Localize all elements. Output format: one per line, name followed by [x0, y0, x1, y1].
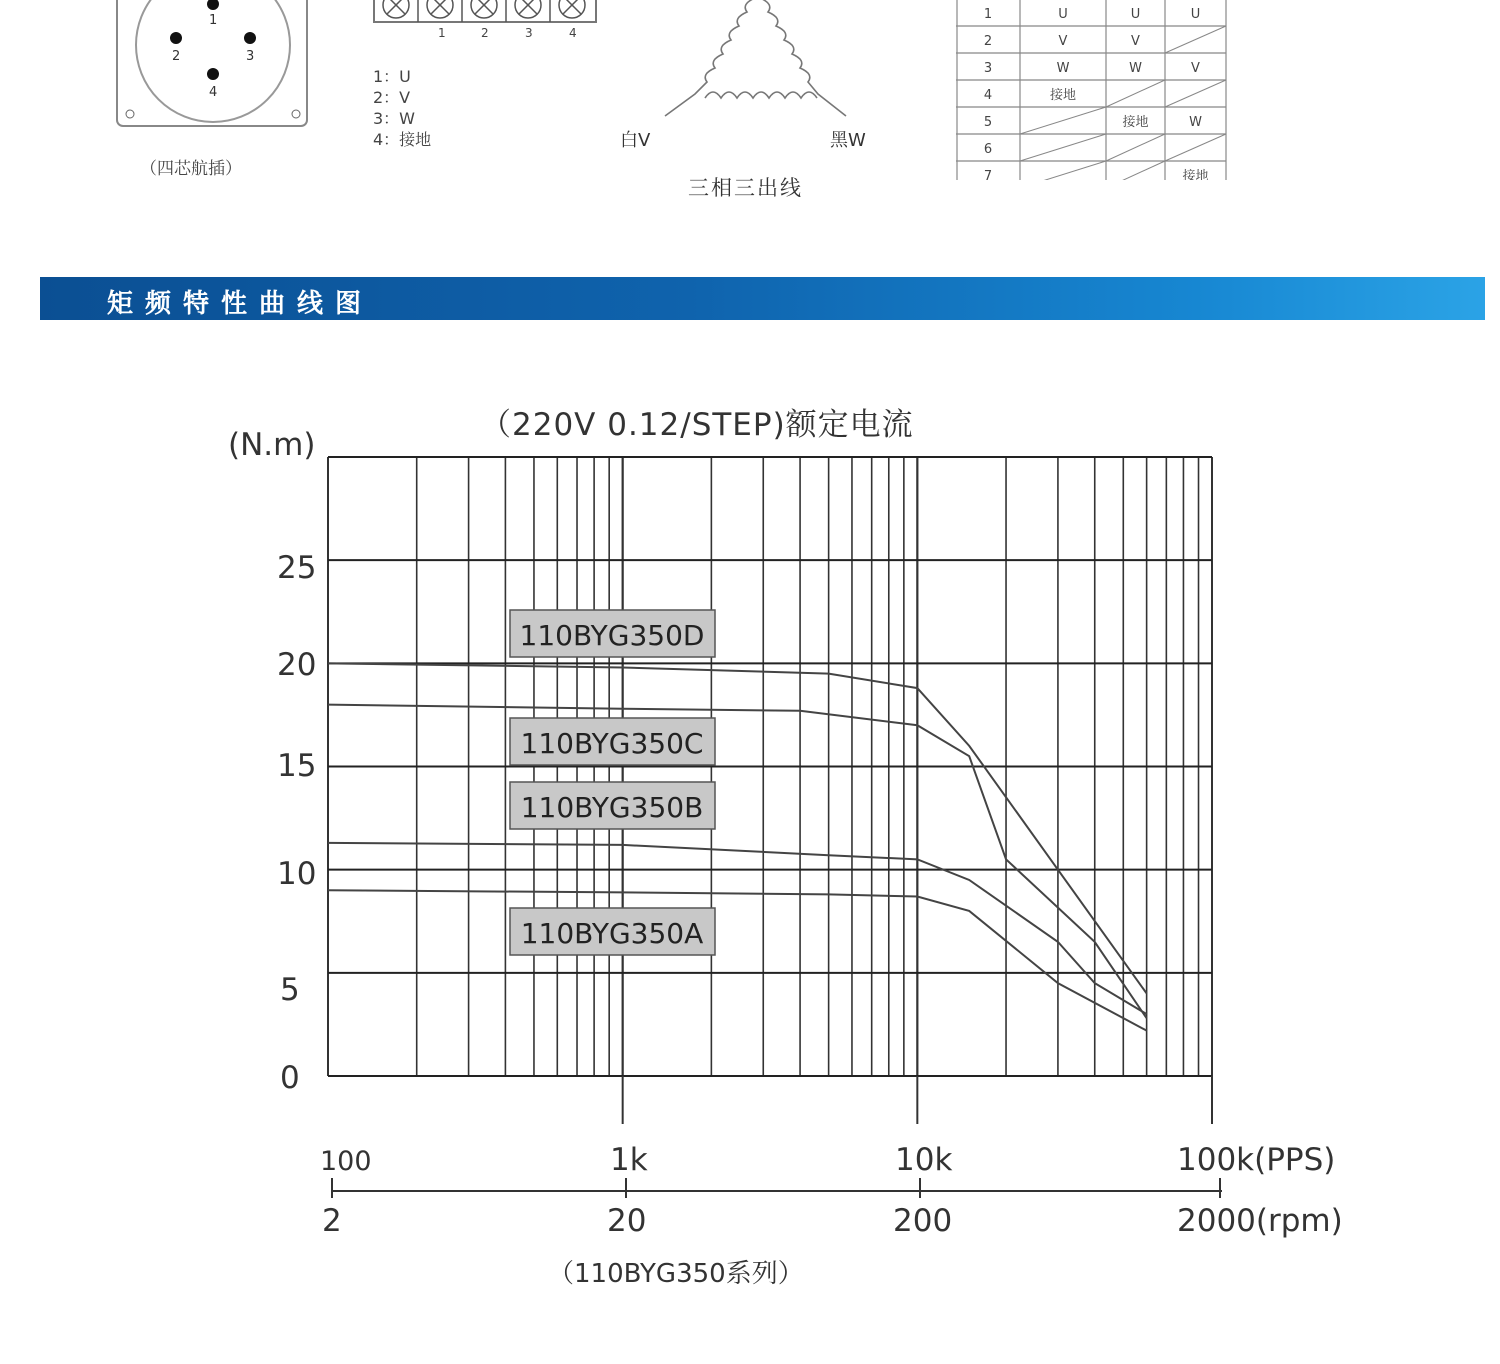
pin-3-label: 3	[246, 49, 255, 64]
terminal-legend	[373, 66, 431, 150]
x-tick-label-rpm: 200	[893, 1203, 953, 1239]
terminal-block-diagram	[370, 0, 610, 45]
table-cell-slash	[1165, 80, 1226, 107]
table-cell: W	[1129, 61, 1142, 76]
terminal-legend-item: 4：接地	[373, 130, 432, 149]
series-line-110BYG350B	[328, 843, 1147, 1014]
table-cell: W	[1189, 115, 1202, 130]
x-tick-label-rpm: 2	[322, 1203, 342, 1239]
series-label-text: 110BYG350C	[520, 727, 704, 760]
table-cell: 1	[983, 7, 993, 22]
terminal-number-3: 3	[525, 26, 533, 40]
terminal-block-svg	[370, 0, 610, 45]
table-cell-slash	[1020, 134, 1106, 161]
series-label-text: 110BYG350A	[520, 917, 704, 950]
table-cell: 3	[983, 61, 993, 76]
pin-4-label: 4	[209, 85, 218, 100]
table-cell: 6	[983, 142, 993, 157]
table-cell: 接地	[1182, 169, 1209, 180]
section-header-bar	[40, 277, 1485, 320]
terminal-legend-item: 3：W	[373, 109, 416, 128]
x-tick-label-pps: 10k	[895, 1142, 953, 1178]
table-cell: W	[1056, 61, 1070, 76]
series-line-110BYG350A	[328, 890, 1147, 1030]
chart-svg	[0, 330, 1500, 1330]
chart-title: （220V 0.12/STEP)额定电流	[480, 407, 914, 443]
y-tick-label: 5	[280, 972, 300, 1008]
series-label-box	[510, 782, 715, 829]
table-cell: U	[1190, 7, 1201, 22]
x-tick-label-pps: 1k	[610, 1142, 648, 1178]
terminal-number-1: 1	[438, 26, 446, 40]
y-axis-label: (N.m)	[228, 427, 316, 463]
x-tick-label-pps: 100	[320, 1146, 372, 1177]
terminal-legend-item: 1：U	[373, 67, 411, 86]
table-cell: 7	[983, 169, 993, 180]
y-tick-label: 25	[277, 550, 317, 586]
y-tick-label: 20	[277, 647, 317, 683]
table-cell: 4	[983, 88, 993, 103]
x-tick-label-pps: 100k(PPS)	[1177, 1142, 1336, 1178]
delta-left-label: 白V	[620, 130, 651, 151]
series-label-text: 110BYG350B	[520, 791, 704, 824]
table-cell-slash	[1106, 134, 1165, 161]
series-label-box	[510, 718, 715, 765]
table-cell: V	[1191, 61, 1200, 76]
series-label-box	[510, 908, 715, 955]
x-axis-caption: （110BYG350系列）	[548, 1259, 804, 1289]
series-line-110BYG350D	[328, 663, 1147, 993]
y-tick-label: 0	[280, 1060, 300, 1096]
x-tick-label-rpm: 2000(rpm)	[1177, 1203, 1343, 1239]
table-cell: 5	[983, 115, 993, 130]
terminal-number-4: 4	[569, 26, 577, 40]
delta-caption: 三相三出线	[688, 176, 803, 200]
pin-1-label: 1	[209, 13, 218, 28]
table-cell-slash	[1165, 134, 1226, 161]
table-cell: U	[1130, 7, 1141, 22]
table-cell: 接地	[1122, 115, 1149, 130]
table-cell-slash	[1020, 161, 1106, 180]
table-cell-slash	[1106, 80, 1165, 107]
table-cell: 接地	[1049, 88, 1077, 103]
table-cell: 2	[983, 34, 993, 49]
delta-right-label: 黑W	[830, 130, 866, 151]
series-label-text: 110BYG350D	[519, 619, 705, 652]
series-line-110BYG350C	[328, 705, 1147, 1019]
delta-winding-diagram	[630, 0, 890, 130]
table-cell-slash	[1106, 161, 1165, 180]
terminal-legend-item: 2：V	[373, 88, 411, 107]
table-cell: V	[1058, 34, 1068, 49]
y-tick-label: 15	[277, 748, 317, 784]
wiring-table	[956, 0, 1228, 180]
table-cell: V	[1131, 34, 1140, 49]
torque-frequency-chart	[0, 330, 1500, 1330]
y-tick-label: 10	[277, 856, 317, 892]
wiring-table-svg	[956, 0, 1228, 180]
section-title: 矩频特性曲线图	[107, 289, 374, 319]
pin-2-label: 2	[172, 49, 181, 64]
table-cell-slash	[1165, 26, 1226, 53]
delta-winding-svg	[630, 0, 890, 130]
series-label-box	[510, 610, 715, 657]
table-cell-slash	[1020, 107, 1106, 134]
table-cell: U	[1058, 7, 1068, 22]
x-tick-label-rpm: 20	[607, 1203, 647, 1239]
terminal-number-2: 2	[481, 26, 489, 40]
connector-caption: （四芯航插）	[140, 159, 242, 179]
